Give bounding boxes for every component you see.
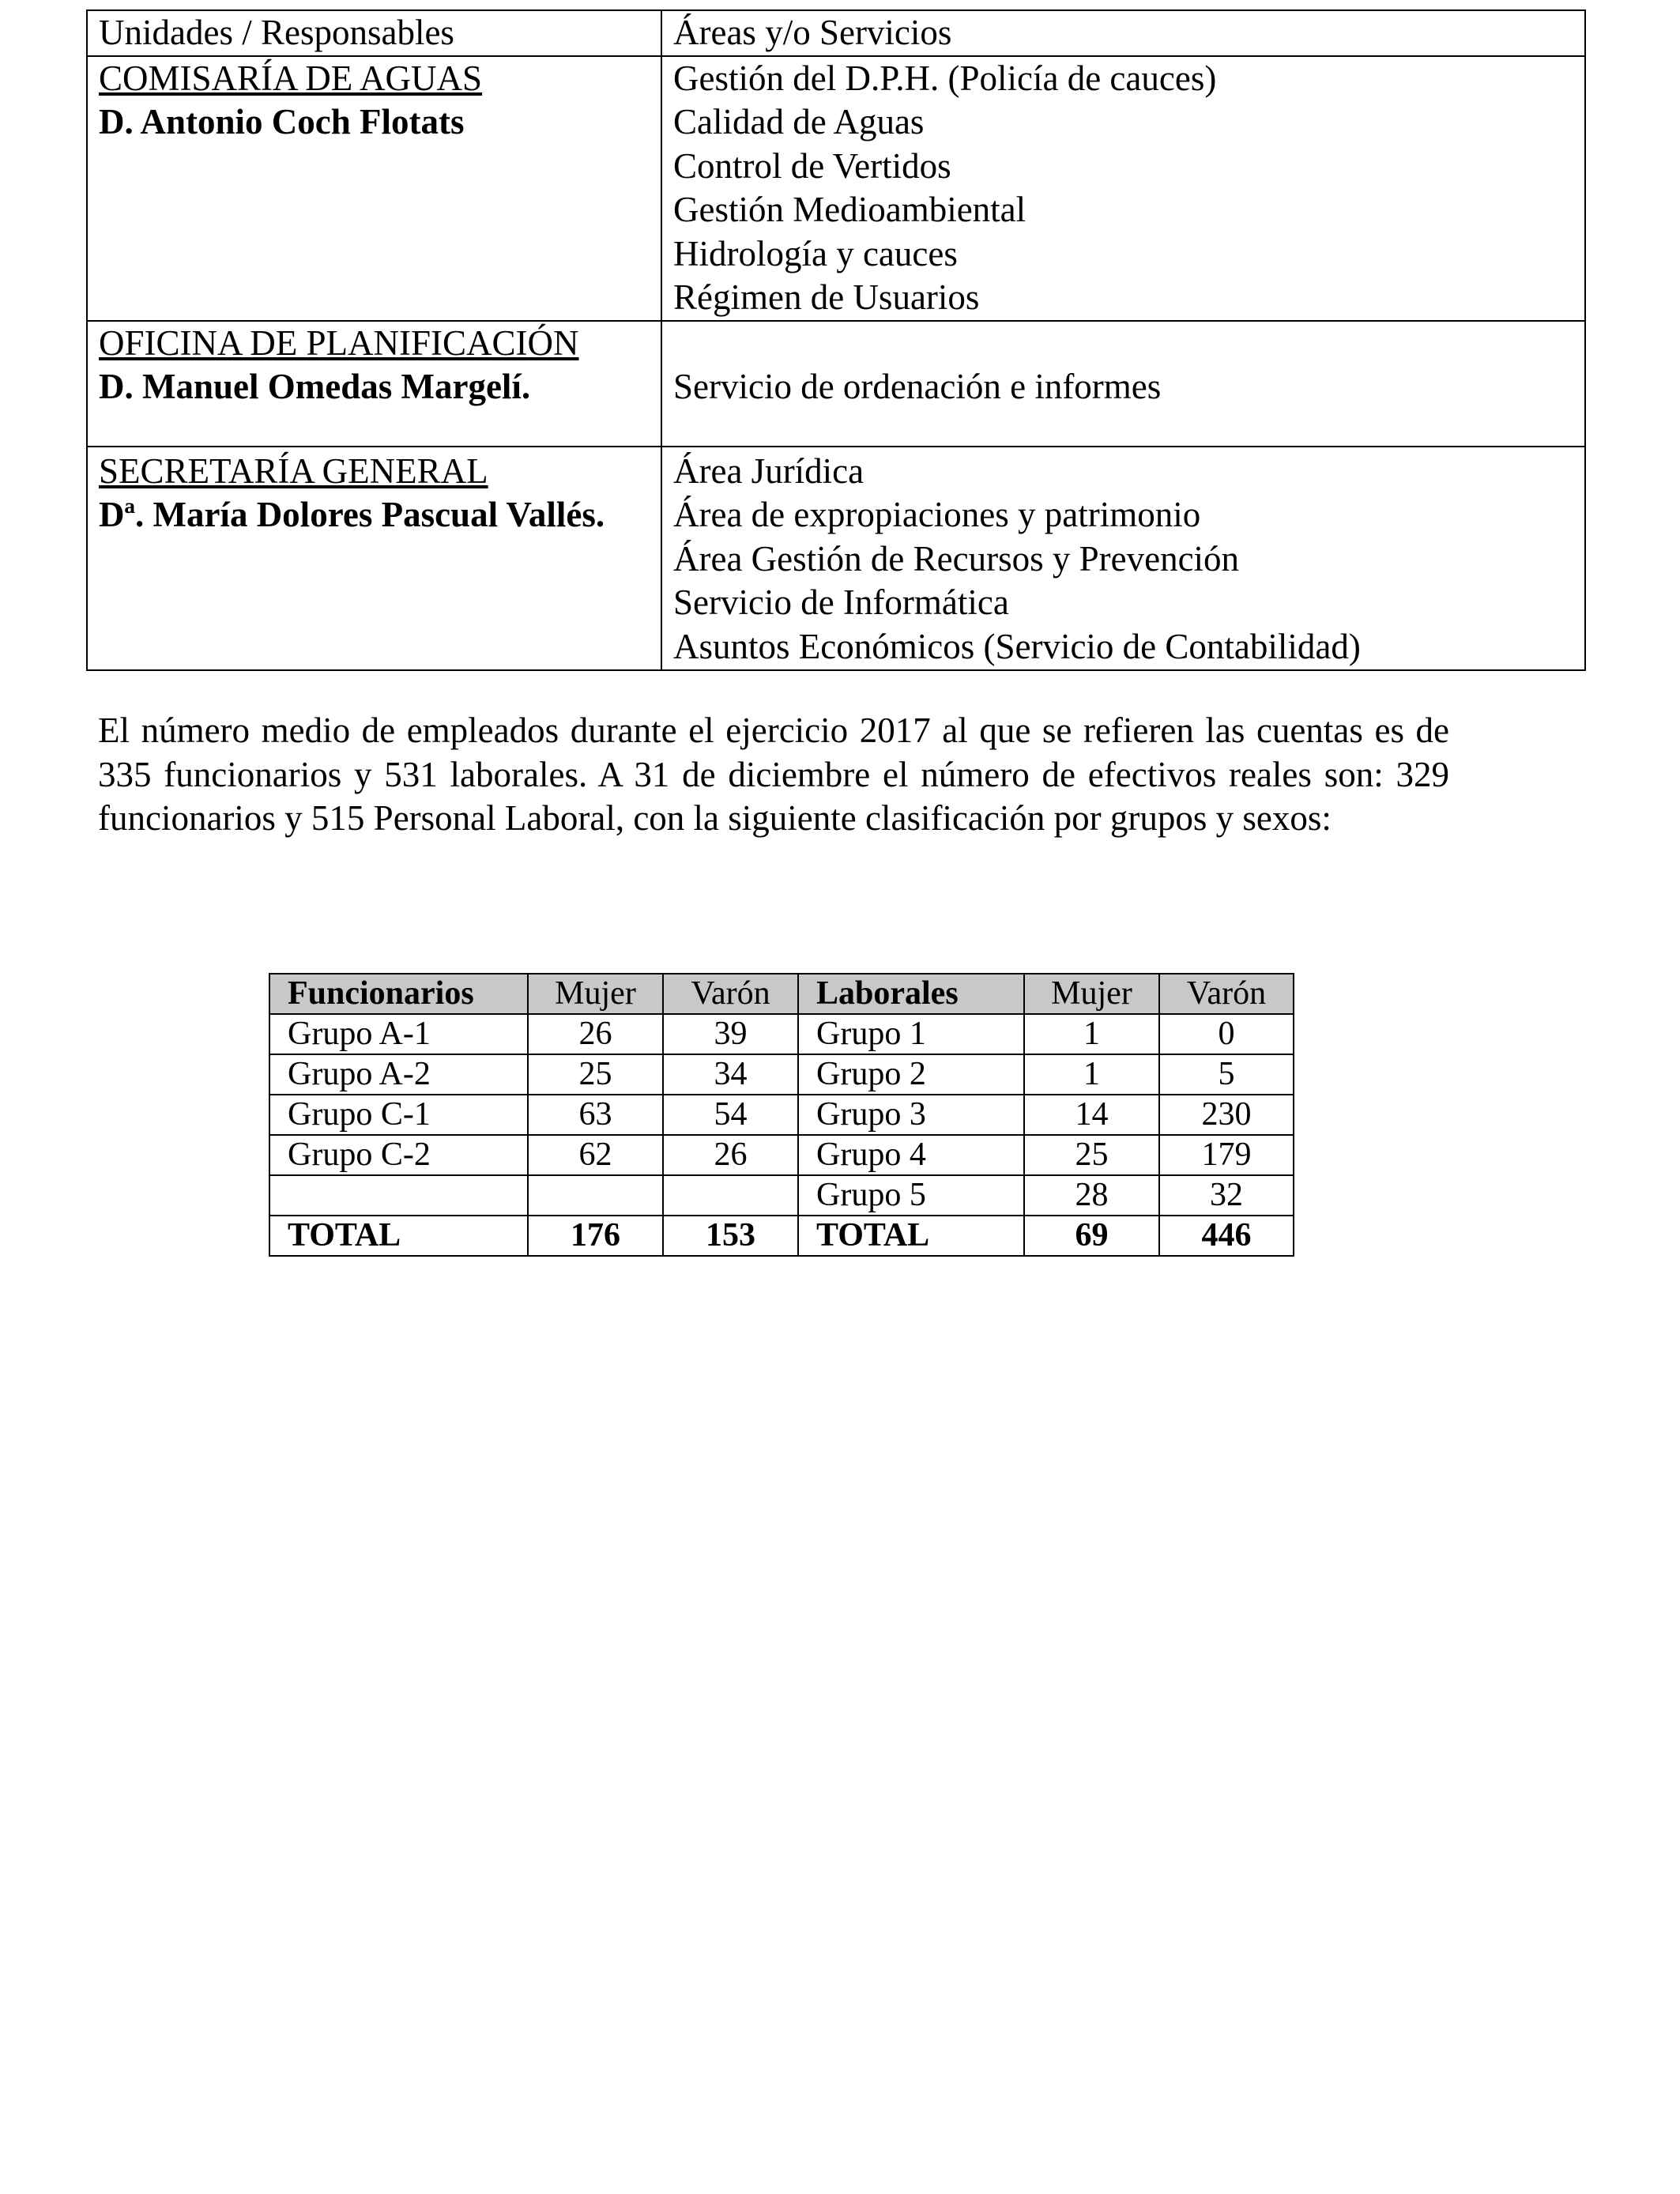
org-row-comisaria: [87, 56, 1585, 321]
unit-name: SECRETARÍA GENERAL: [99, 450, 488, 491]
table-cell: Grupo 4: [798, 1135, 1024, 1175]
table-cell: 69: [1024, 1216, 1159, 1256]
org-row-secretaria: [87, 447, 1585, 670]
header-units: Unidades / Responsables: [87, 10, 661, 56]
areas-cell: [661, 447, 1585, 670]
area-item: Servicio de ordenación e informes: [673, 367, 1162, 406]
staff-table: [269, 973, 1294, 1257]
table-cell: 176: [528, 1216, 663, 1256]
header-mujer: Mujer: [1024, 974, 1159, 1014]
unit-responsible: D. Antonio Coch Flotats: [99, 102, 465, 141]
unit-cell: [87, 56, 661, 321]
areas-cell: [661, 56, 1585, 321]
table-cell: 0: [1159, 1014, 1294, 1054]
table-row: [269, 1175, 1294, 1216]
table-cell: 39: [663, 1014, 798, 1054]
table-cell: [663, 1175, 798, 1216]
unit-name: OFICINA DE PLANIFICACIÓN: [99, 322, 579, 363]
table-cell: 32: [1159, 1175, 1294, 1216]
table-cell: [269, 1175, 528, 1216]
table-cell: Grupo C-1: [269, 1095, 528, 1135]
table-cell: Grupo 2: [798, 1054, 1024, 1095]
table-cell: Grupo A-1: [269, 1014, 528, 1054]
unit-cell: [87, 447, 661, 670]
table-cell: 5: [1159, 1054, 1294, 1095]
table-cell: Grupo A-2: [269, 1054, 528, 1095]
area-item: Área Jurídica: [673, 450, 864, 491]
table-cell: TOTAL: [798, 1216, 1024, 1256]
header-mujer: Mujer: [528, 974, 663, 1014]
table-row: [269, 1095, 1294, 1135]
total-row: [269, 1216, 1294, 1256]
table-cell: 34: [663, 1054, 798, 1095]
table-cell: 26: [528, 1014, 663, 1054]
table-cell: 1: [1024, 1054, 1159, 1095]
table-cell: Grupo 1: [798, 1014, 1024, 1054]
header-funcionarios: Funcionarios: [269, 974, 528, 1014]
table-row: [269, 1054, 1294, 1095]
area-item: Régimen de Usuarios: [673, 277, 980, 317]
header-areas: Áreas y/o Servicios: [661, 10, 1585, 56]
table-cell: Grupo 3: [798, 1095, 1024, 1135]
area-item: Gestión Medioambiental: [673, 190, 1026, 229]
org-table: [86, 9, 1586, 671]
table-cell: 14: [1024, 1095, 1159, 1135]
table-row: [269, 1014, 1294, 1054]
table-cell: 1: [1024, 1014, 1159, 1054]
area-item: Asuntos Económicos (Servicio de Contabilidad): [673, 626, 1361, 666]
unit-responsible: D. Manuel Omedas Margelí.: [99, 367, 531, 406]
staff-table-header: [269, 974, 1294, 1014]
table-cell: 63: [528, 1095, 663, 1135]
staff-table-body: [269, 1014, 1294, 1256]
header-laborales: Laborales: [798, 974, 1024, 1014]
table-cell: 153: [663, 1216, 798, 1256]
area-item: Servicio de Informática: [673, 582, 1009, 622]
org-table-header: [87, 10, 1585, 56]
table-cell: 26: [663, 1135, 798, 1175]
table-cell: 446: [1159, 1216, 1294, 1256]
table-row: [269, 1135, 1294, 1175]
area-item: Hidrología y cauces: [673, 233, 958, 273]
area-item: Área Gestión de Recursos y Prevención: [673, 538, 1240, 579]
table-cell: 25: [528, 1054, 663, 1095]
table-cell: 179: [1159, 1135, 1294, 1175]
area-item: Área de expropiaciones y patrimonio: [673, 495, 1201, 534]
org-row-planificacion: [87, 321, 1585, 447]
table-cell: 62: [528, 1135, 663, 1175]
table-cell: TOTAL: [269, 1216, 528, 1256]
table-cell: 54: [663, 1095, 798, 1135]
unit-responsible: Dª. María Dolores Pascual Vallés.: [99, 495, 605, 534]
employees-paragraph: El número medio de empleados durante el ejercicio 2017 al que se refieren las cuentas es de 335 funcionarios y 531 laborales. A 31 de diciembre el número de efectivos reales son: 329 funcionarios y 515 Personal Laboral, con la siguiente clasificación por grupos y sexos:: [98, 711, 1449, 838]
areas-cell: [661, 321, 1585, 447]
table-cell: 28: [1024, 1175, 1159, 1216]
area-item: Gestión del D.P.H. (Policía de cauces): [673, 58, 1217, 98]
unit-cell: [87, 321, 661, 447]
header-varon: Varón: [663, 974, 798, 1014]
table-cell: Grupo 5: [798, 1175, 1024, 1216]
area-item: Control de Vertidos: [673, 145, 951, 186]
table-cell: Grupo C-2: [269, 1135, 528, 1175]
area-item: Calidad de Aguas: [673, 102, 925, 141]
table-cell: 25: [1024, 1135, 1159, 1175]
unit-name: COMISARÍA DE AGUAS: [99, 58, 483, 98]
table-cell: 230: [1159, 1095, 1294, 1135]
table-cell: [528, 1175, 663, 1216]
header-varon: Varón: [1159, 974, 1294, 1014]
